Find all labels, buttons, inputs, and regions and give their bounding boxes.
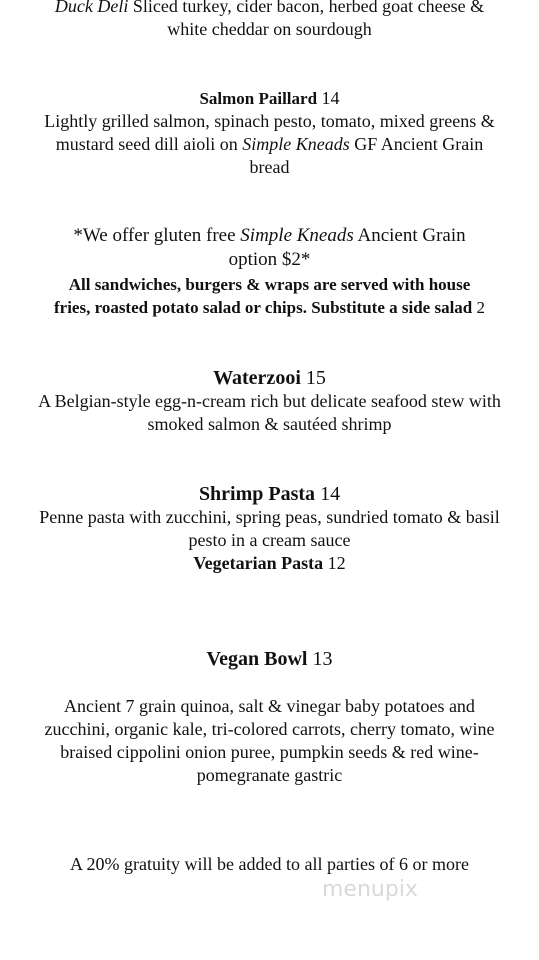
salmon-paillard-desc-line2: mustard seed dill aioli on Simple Kneads GF Ancient Grain xyxy=(55,134,484,154)
vegan-bowl-item xyxy=(0,647,539,671)
waterzooi-title: Waterzooi 15 xyxy=(213,367,326,389)
duck-deli-name: Duck Deli xyxy=(54,0,129,16)
gluten-free-line2: option $2* xyxy=(228,249,311,270)
waterzooi-desc-line2: smoked salmon & sautéed shrimp xyxy=(147,414,392,434)
vegan-bowl-desc xyxy=(0,695,539,787)
gratuity-note xyxy=(0,853,539,876)
shrimp-pasta-item xyxy=(0,482,539,575)
vegan-bowl-desc-line1: Ancient 7 grain quinoa, salt & vinegar baby potatoes and xyxy=(64,696,475,716)
vegan-bowl-title: Vegan Bowl 13 xyxy=(206,648,333,670)
sides-note xyxy=(0,273,539,319)
gluten-free-note xyxy=(0,224,539,272)
salmon-paillard-item xyxy=(0,87,539,179)
shrimp-pasta-title: Shrimp Pasta 14 xyxy=(198,483,341,505)
vegan-bowl-desc-line2: zucchini, organic kale, tri-colored carrots, cherry tomato, wine xyxy=(44,719,495,739)
duck-deli-item xyxy=(0,0,539,41)
waterzooi-desc-line1: A Belgian-style egg-n-cream rich but delicate seafood stew with xyxy=(38,391,501,411)
duck-deli-line2: white cheddar on sourdough xyxy=(167,19,372,39)
duck-deli-line1: Duck Deli Sliced turkey, cider bacon, herbed goat cheese & xyxy=(0,0,539,18)
salmon-paillard-desc-line1: Lightly grilled salmon, spinach pesto, tomato, mixed greens & xyxy=(44,111,495,131)
sides-note-line2: fries, roasted potato salad or chips. Substitute a side salad 2 xyxy=(53,298,486,317)
salmon-paillard-desc-line3: bread xyxy=(249,157,290,177)
salmon-paillard-title: Salmon Paillard 14 xyxy=(199,88,340,108)
shrimp-pasta-desc-line2: pesto in a cream sauce xyxy=(188,530,351,550)
gratuity-text: A 20% gratuity will be added to all parties of 6 or more xyxy=(70,854,469,874)
vegan-bowl-desc-line3: braised cippolini onion puree, pumpkin seeds & red wine- xyxy=(60,742,479,762)
menupix-watermark: menupix xyxy=(322,877,418,902)
vegan-bowl-desc-line4: pomegranate gastric xyxy=(196,765,343,785)
sides-note-line1: All sandwiches, burgers & wraps are served with house xyxy=(68,275,471,294)
shrimp-pasta-desc-line1: Penne pasta with zucchini, spring peas, sundried tomato & basil xyxy=(39,507,500,527)
gluten-free-line1: *We offer gluten free Simple Kneads Ancient Grain xyxy=(73,225,466,246)
vegetarian-pasta-title: Vegetarian Pasta 12 xyxy=(193,553,346,573)
waterzooi-item xyxy=(0,366,539,436)
